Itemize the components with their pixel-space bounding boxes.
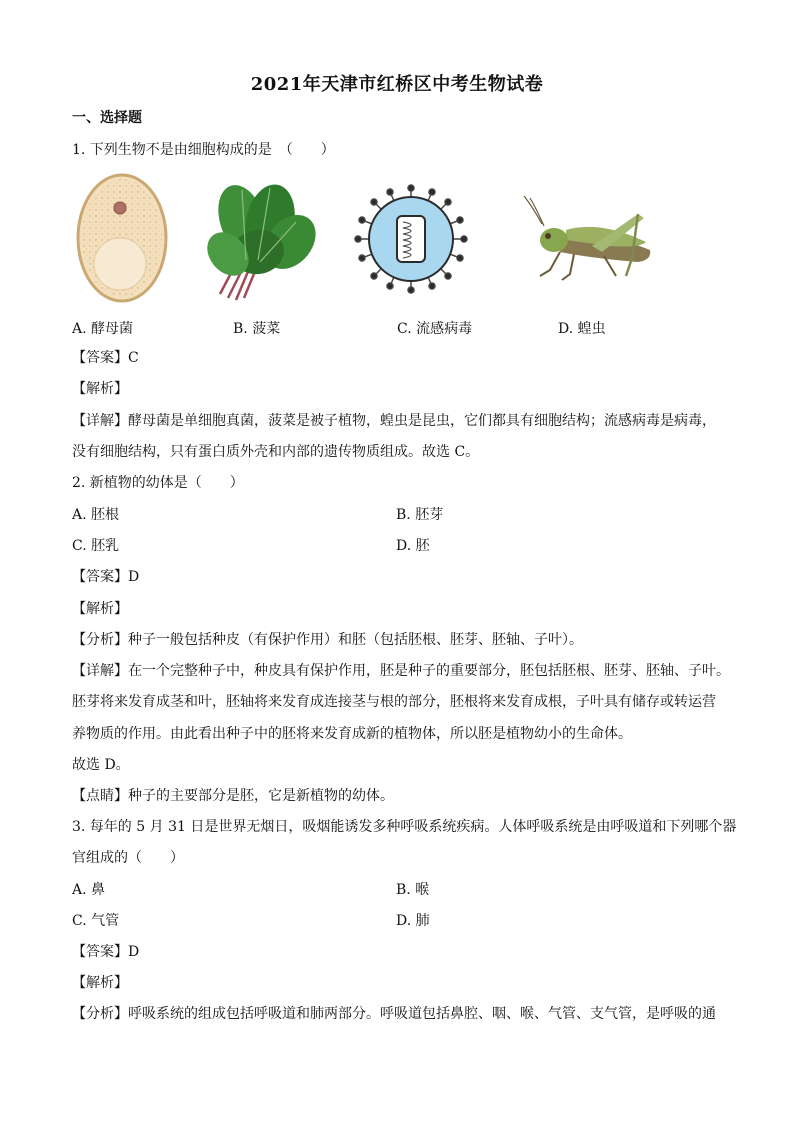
- virus-image: [352, 184, 470, 298]
- spinach-image: [200, 176, 320, 308]
- q3-option-a: A. 鼻: [72, 882, 106, 898]
- q1-option-d: D. 蝗虫: [558, 321, 606, 337]
- q2-detail-cont-1: 胚芽将来发育成茎和叶，胚轴将来发育成连接茎与根的部分，胚根将来发育成根，子叶具有储存或转运营: [72, 694, 716, 710]
- q2-analysis: 【解析】: [72, 601, 128, 617]
- q2-dianjing: 【点睛】种子的主要部分是胚，它是新植物的幼体。: [72, 788, 394, 804]
- q3-stem-cont: 官组成的（ ）: [72, 850, 184, 866]
- q3-option-c: C. 气管: [72, 913, 120, 929]
- section-heading: 一、选择题: [72, 110, 142, 126]
- q2-answer: 【答案】D: [72, 569, 140, 585]
- q1-stem: 1. 下列生物不是由细胞构成的是 （ ）: [72, 142, 335, 158]
- q1-answer: 【答案】C: [72, 350, 139, 366]
- q3-option-b: B. 喉: [396, 882, 430, 898]
- q2-choose: 故选 D。: [72, 757, 130, 773]
- q3-answer: 【答案】D: [72, 944, 140, 960]
- q2-stem: 2. 新植物的幼体是（ ）: [72, 475, 244, 491]
- q1-option-c: C. 流感病毒: [397, 321, 473, 337]
- q2-option-b: B. 胚芽: [396, 507, 444, 523]
- q2-option-d: D. 胚: [396, 538, 430, 554]
- q1-option-a: A. 酵母菌: [72, 321, 134, 337]
- q2-fenxi: 【分析】种子一般包括种皮（有保护作用）和胚（包括胚根、胚芽、胚轴、子叶）。: [72, 632, 583, 648]
- q3-fenxi: 【分析】呼吸系统的组成包括呼吸道和肺两部分。呼吸道包括鼻腔、咽、喉、气管、支气管，是呼吸的通: [72, 1006, 716, 1022]
- q3-option-d: D. 肺: [396, 913, 430, 929]
- q2-option-c: C. 胚乳: [72, 538, 120, 554]
- q1-detail: 【详解】酵母菌是单细胞真菌，菠菜是被子植物，蝗虫是昆虫，它们都具有细胞结构；流感病毒是病毒，: [72, 413, 716, 429]
- page-title: 2021年天津市红桥区中考生物试卷: [250, 74, 544, 95]
- q1-analysis: 【解析】: [72, 381, 128, 397]
- q2-option-a: A. 胚根: [72, 507, 120, 523]
- q3-analysis: 【解析】: [72, 975, 128, 991]
- q1-detail-cont: 没有细胞结构，只有蛋白质外壳和内部的遗传物质组成。故选 C。: [72, 444, 480, 460]
- q1-option-b: B. 菠菜: [233, 321, 281, 337]
- q2-detail: 【详解】在一个完整种子中，种皮具有保护作用，胚是种子的重要部分，胚包括胚根、胚芽、胚轴、子叶。: [72, 663, 730, 679]
- grasshopper-image: [520, 196, 660, 290]
- q2-detail-cont-2: 养物质的作用。由此看出种子中的胚将来发育成新的植物体，所以胚是植物幼小的生命体。: [72, 726, 632, 742]
- yeast-image: [76, 172, 168, 308]
- q3-stem: 3. 每年的 5 月 31 日是世界无烟日，吸烟能诱发多种呼吸系统疾病。人体呼吸系统是由呼吸道和下列哪个器: [72, 819, 737, 835]
